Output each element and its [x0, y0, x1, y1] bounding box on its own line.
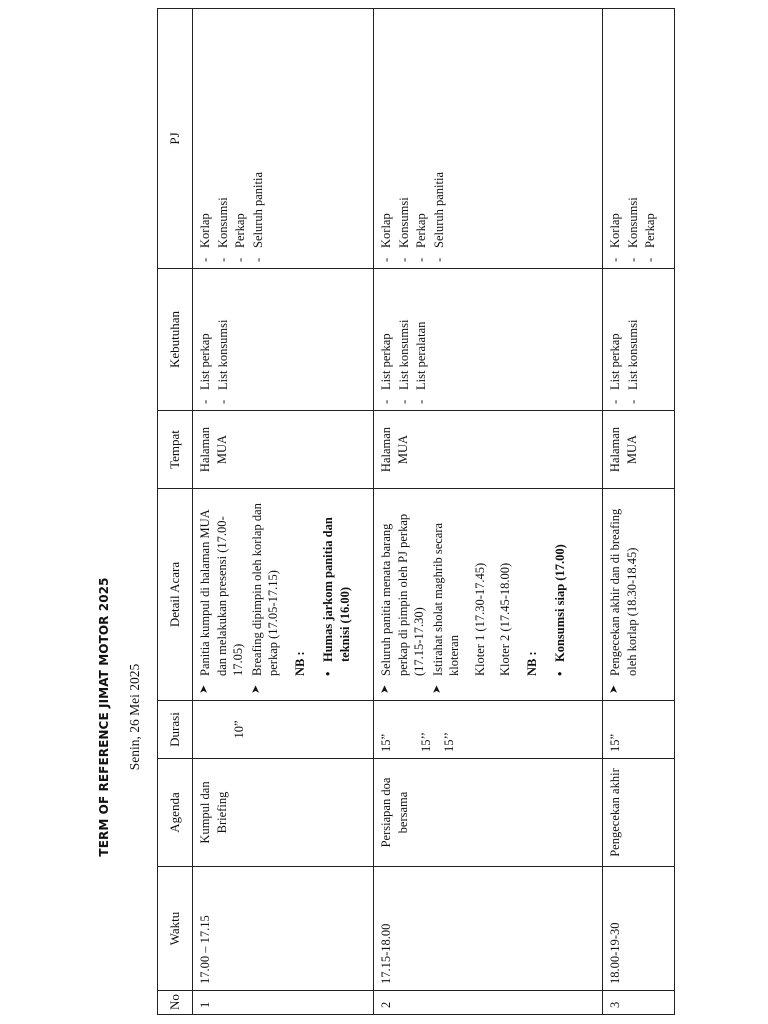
cell-agenda: Persiapan doa bersama: [374, 759, 603, 867]
detail-item: [607, 495, 640, 694]
nb-label: NB :: [292, 651, 307, 676]
header-kebutuhan: Kebutuhan: [158, 269, 193, 411]
cell-tempat: Halaman MUA: [193, 411, 374, 489]
detail-item: [249, 495, 282, 694]
arrow-bullet-icon: ➤: [379, 684, 391, 694]
cell-detail-acara: [374, 489, 603, 701]
pj-text: Korlap: [608, 213, 622, 248]
cell-no: 3: [603, 991, 675, 1015]
pj-text: Perkap: [414, 213, 428, 248]
kebutuhan-text: List konsumsi: [625, 319, 640, 390]
table-header-row: [158, 9, 193, 1015]
document-title: TERM OF REFERENCE JIMAT MOTOR 2025: [97, 577, 111, 857]
detail-item-text: Pengecekan akhir dan di breafing oleh korlap (18.30-18.45): [608, 508, 639, 676]
dash-icon: -: [379, 399, 393, 404]
dash-icon: -: [414, 399, 428, 404]
cell-agenda: Pengecekan akhir: [603, 759, 675, 867]
table-row: [374, 9, 603, 1015]
header-agenda: Agenda: [158, 759, 193, 867]
header-detail-acara: Detail Acara: [158, 489, 193, 701]
kebutuhan-item: [378, 275, 396, 404]
detail-item-text: Panitia kumpul di halaman MUA dan melakukan presensi (17.00-17.05): [198, 510, 245, 676]
dash-icon: -: [643, 257, 657, 262]
agenda-table: [157, 8, 675, 1015]
nb-bullet: [320, 495, 353, 694]
pj-list: [197, 15, 267, 262]
pj-text: Korlap: [198, 213, 212, 248]
cell-kebutuhan: [374, 269, 603, 411]
dash-icon: -: [414, 257, 428, 262]
kebutuhan-text: List perkap: [198, 333, 212, 390]
dash-icon: -: [198, 257, 212, 262]
table-row: [193, 9, 374, 1015]
pj-item: [625, 15, 643, 262]
kebutuhan-text: List perkap: [608, 333, 622, 390]
kebutuhan-item: [413, 275, 431, 404]
nb-label: NB :: [524, 651, 539, 676]
cell-waktu: 18.00-19-30: [603, 867, 675, 991]
pj-item: [396, 15, 414, 262]
detail-item: [430, 495, 463, 694]
pj-text: Korlap: [379, 213, 393, 248]
detail-list: [378, 495, 463, 694]
detail-item-text: Seluruh panitia menata barang perkap di pimpin oleh PJ perkap (17.15-17.30): [379, 513, 426, 676]
nb-bullet-text: Konsumsi siap (17.00): [553, 544, 567, 662]
header-waktu: Waktu: [158, 867, 193, 991]
pj-item: [431, 15, 449, 262]
cell-detail-acara: [603, 489, 675, 701]
dash-icon: -: [625, 399, 640, 404]
kebutuhan-list: [378, 275, 431, 404]
kebutuhan-item: [625, 275, 643, 404]
document-date: Senin, 26 Mei 2025: [127, 663, 142, 771]
kloter-line: Kloter 1 (17.30-17.45): [472, 562, 487, 676]
cell-tempat: Halaman MUA: [603, 411, 675, 489]
detail-list: [197, 495, 282, 694]
dash-icon: -: [396, 257, 411, 262]
pj-text: Perkap: [233, 213, 247, 248]
detail-item-text: Istirahat sholat maghrib secara kloteran: [430, 522, 461, 676]
arrow-bullet-icon: ➤: [198, 684, 210, 694]
pj-text: Konsumsi: [625, 197, 640, 248]
nb-bullet-text: Humas jarkom panitia dan teknisi (16.00): [321, 517, 352, 662]
dash-icon: -: [608, 257, 622, 262]
kebutuhan-text: List konsumsi: [396, 319, 411, 390]
kebutuhan-list: [197, 275, 232, 404]
detail-item: [197, 495, 247, 694]
dash-icon: -: [608, 399, 622, 404]
bullet-dot-icon: •: [553, 671, 567, 676]
cell-pj: [193, 9, 374, 269]
cell-no: 1: [193, 991, 374, 1015]
cell-durasi: [193, 701, 374, 759]
nb-bullet: [552, 495, 569, 694]
pj-list: [607, 15, 660, 262]
dash-icon: -: [215, 257, 230, 262]
detail-item-text: Breafing dipimpin oleh korlap dan perkap (17.05-17.15): [249, 503, 280, 676]
header-no: No: [158, 991, 193, 1015]
durasi-line: 10”: [231, 720, 246, 739]
kebutuhan-text: List perkap: [379, 333, 393, 390]
header-durasi: Durasi: [158, 701, 193, 759]
cell-agenda: Kumpul dan Briefing: [193, 759, 374, 867]
durasi-line: 15’’: [441, 732, 456, 752]
cell-pj: [603, 9, 675, 269]
cell-pj: [374, 9, 603, 269]
kebutuhan-item: [215, 275, 233, 404]
dash-icon: -: [431, 257, 446, 262]
kloter-line: Kloter 2 (17.45-18.00): [498, 562, 512, 676]
cell-no: 2: [374, 991, 603, 1015]
durasi-line: 15’’: [418, 732, 433, 752]
header-pj: PJ: [158, 9, 193, 269]
durasi-line: 15”: [379, 733, 393, 752]
kebutuhan-item: [197, 275, 215, 404]
arrow-bullet-icon: ➤: [608, 684, 620, 694]
pj-text: Konsumsi: [396, 197, 411, 248]
pj-item: [215, 15, 233, 262]
pj-item: [642, 15, 660, 262]
bullet-dot-icon: •: [321, 671, 335, 676]
durasi-line: [395, 707, 412, 752]
pj-item: [232, 15, 250, 262]
header-tempat: Tempat: [158, 411, 193, 489]
cell-durasi: [603, 701, 675, 759]
detail-list: [607, 495, 640, 694]
kebutuhan-item: [607, 275, 625, 404]
pj-item: [378, 15, 396, 262]
dash-icon: -: [215, 399, 230, 404]
table-row: [603, 9, 675, 1015]
durasi-line: 15”: [608, 733, 622, 752]
dash-icon: -: [625, 257, 640, 262]
dash-icon: -: [396, 399, 411, 404]
kebutuhan-text: List konsumsi: [215, 319, 230, 390]
cell-tempat: Halaman MUA: [374, 411, 603, 489]
durasi-line: [214, 707, 231, 752]
kebutuhan-item: [396, 275, 414, 404]
pj-item: [250, 15, 268, 262]
pj-text: Konsumsi: [215, 197, 230, 248]
pj-item: [197, 15, 215, 262]
pj-text: Seluruh panitia: [250, 171, 265, 248]
dash-icon: -: [198, 399, 212, 404]
cell-waktu: 17.00 – 17.15: [193, 867, 374, 991]
pj-item: [607, 15, 625, 262]
pj-item: [413, 15, 431, 262]
cell-detail-acara: [193, 489, 374, 701]
kebutuhan-text: List peralatan: [414, 321, 428, 390]
cell-kebutuhan: [603, 269, 675, 411]
durasi-line: [197, 707, 214, 752]
detail-item: [378, 495, 428, 694]
pj-text: Seluruh panitia: [431, 171, 446, 248]
cell-kebutuhan: [193, 269, 374, 411]
arrow-bullet-icon: ➤: [249, 684, 262, 694]
kebutuhan-list: [607, 275, 642, 404]
pj-list: [378, 15, 448, 262]
dash-icon: -: [379, 257, 393, 262]
dash-icon: -: [250, 257, 265, 262]
cell-waktu: 17.15-18.00: [374, 867, 603, 991]
dash-icon: -: [233, 257, 247, 262]
pj-text: Perkap: [643, 213, 657, 248]
cell-durasi: [374, 701, 603, 759]
arrow-bullet-icon: ➤: [430, 684, 443, 694]
